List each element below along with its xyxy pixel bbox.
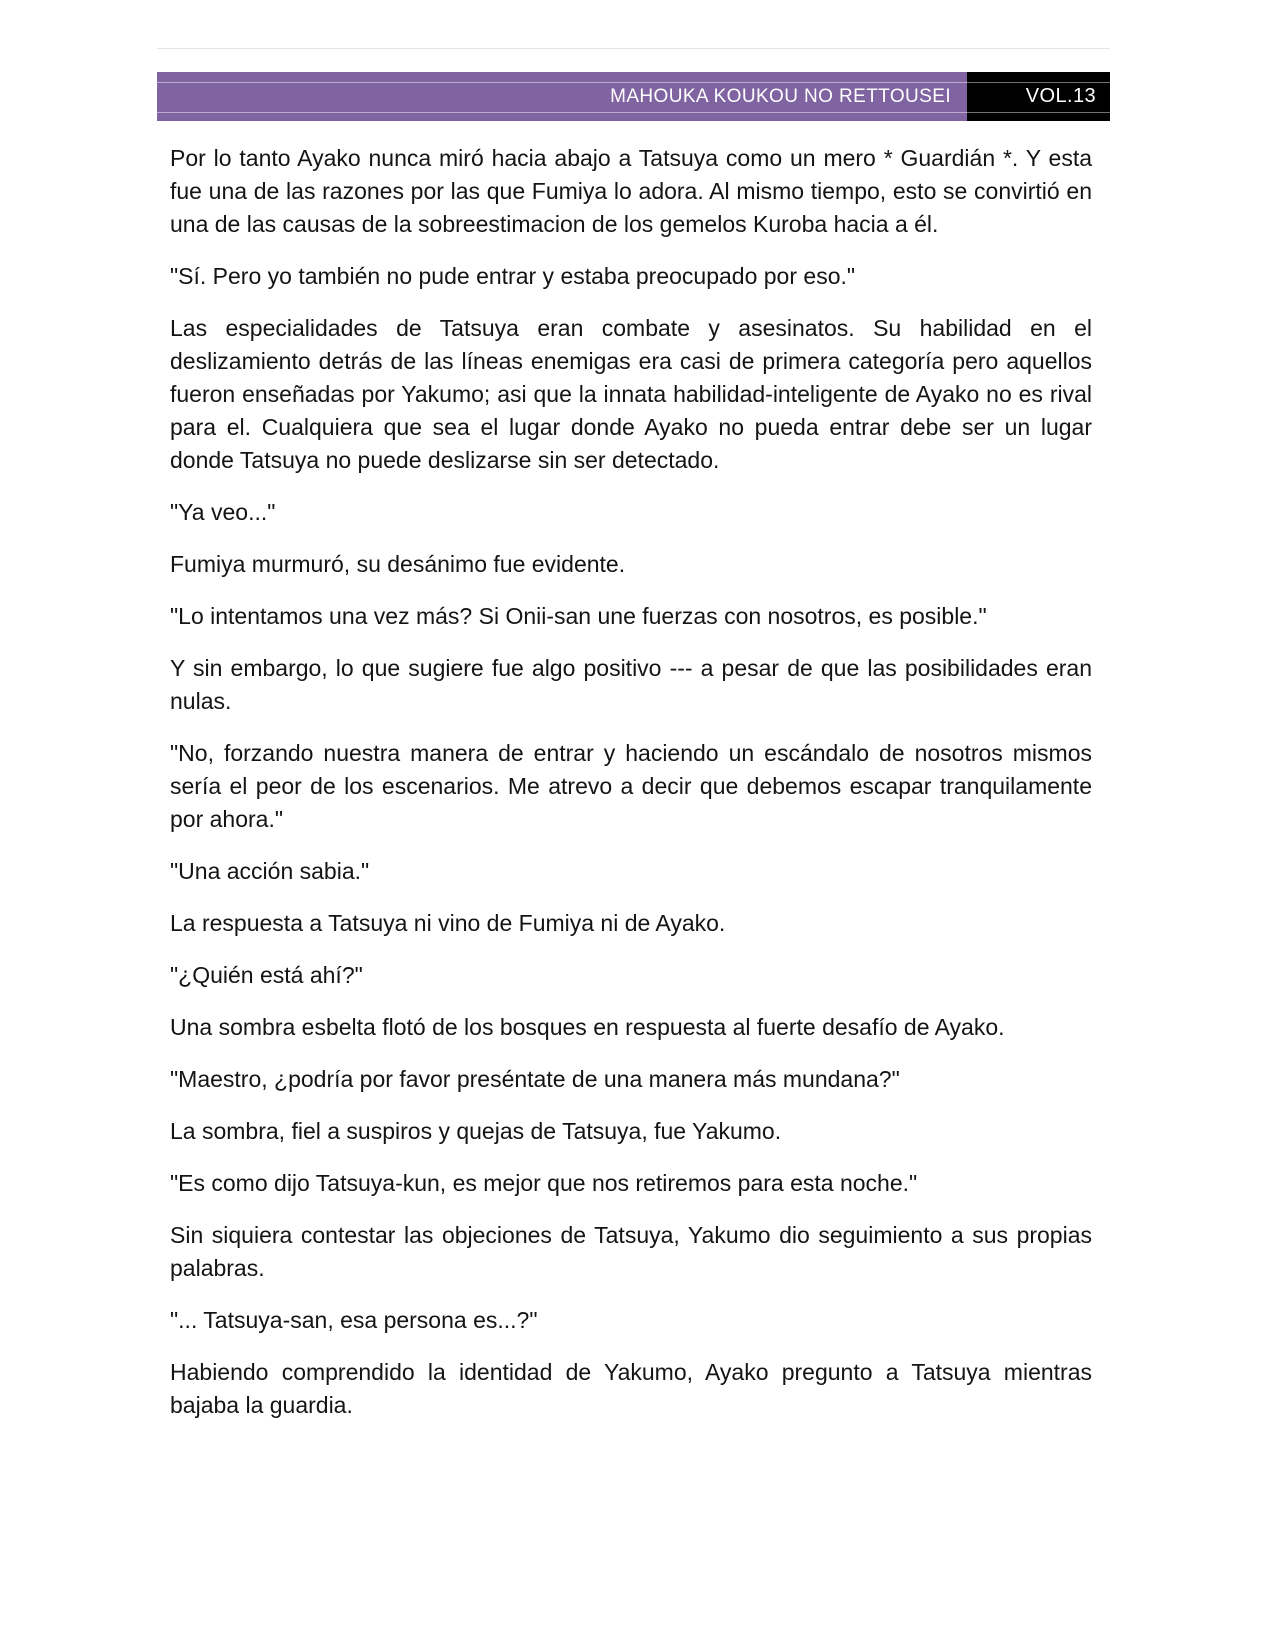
paragraph: Una sombra esbelta flotó de los bosques en respuesta al fuerte desafío de Ayako.: [170, 1014, 1005, 1040]
paragraph: Por lo tanto Ayako nunca miró hacia abajo a Tatsuya como un mero * Guardián *. Y esta fue una de las razones por las que Fumiya lo adora. Al mismo tiempo, esto se convirtió en una de las causas de la sobreestimacion de los gemelos Kuroba hacia a él.: [170, 145, 1092, 237]
paragraph: "¿Quién está ahí?": [170, 962, 363, 988]
paragraph: "Maestro, ¿podría por favor preséntate de una manera más mundana?": [170, 1066, 900, 1092]
paragraph: "Sí. Pero yo también no pude entrar y estaba preocupado por eso.": [170, 263, 856, 289]
volume-label: VOL.13: [1025, 85, 1096, 107]
paragraph: "... Tatsuya-san, esa persona es...?": [170, 1307, 538, 1333]
header-title: MAHOUKA KOUKOU NO RETTOUSEI: [610, 85, 951, 107]
paragraph: Habiendo comprendido la identidad de Yakumo, Ayako pregunto a Tatsuya mientras bajaba la guardia.: [170, 1359, 1092, 1418]
paragraph: Las especialidades de Tatsuya eran combate y asesinatos. Su habilidad en el deslizamiento detrás de las líneas enemigas era casi de primera categoría pero aquellos fueron enseñadas por Yakumo; asi que la innata habilidad-inteligente de Ayako no es rival para el. Cualquiera que sea el lugar donde Ayako no pueda entrar debe ser un lugar donde Tatsuya no puede deslizarse sin ser detectado.: [170, 315, 1092, 473]
paragraph: Sin siquiera contestar las objeciones de Tatsuya, Yakumo dio seguimiento a sus propias palabras.: [170, 1222, 1092, 1281]
volume-badge: [967, 72, 1110, 121]
header-bar: [157, 72, 1110, 121]
paragraph: Fumiya murmuró, su desánimo fue evidente.: [170, 551, 626, 577]
paragraph: La respuesta a Tatsuya ni vino de Fumiya ni de Ayako.: [170, 910, 726, 936]
page-top-rule: [157, 48, 1110, 49]
paragraph: "Lo intentamos una vez más? Si Onii-san une fuerzas con nosotros, es posible.": [170, 603, 987, 629]
paragraph: "No, forzando nuestra manera de entrar y haciendo un escándalo de nosotros mismos sería el peor de los escenarios. Me atrevo a decir que debemos escapar tranquilamente por ahora.": [170, 740, 1092, 832]
paragraph: "Es como dijo Tatsuya-kun, es mejor que nos retiremos para esta noche.": [170, 1170, 918, 1196]
paragraph: "Una acción sabia.": [170, 858, 370, 884]
paragraph: Y sin embargo, lo que sugiere fue algo positivo --- a pesar de que las posibilidades eran nulas.: [170, 655, 1092, 714]
header-title-band: [157, 72, 967, 121]
paragraph: "Ya veo...": [170, 499, 276, 525]
body-text: [170, 142, 1092, 1441]
paragraph: La sombra, fiel a suspiros y quejas de Tatsuya, fue Yakumo.: [170, 1118, 782, 1144]
